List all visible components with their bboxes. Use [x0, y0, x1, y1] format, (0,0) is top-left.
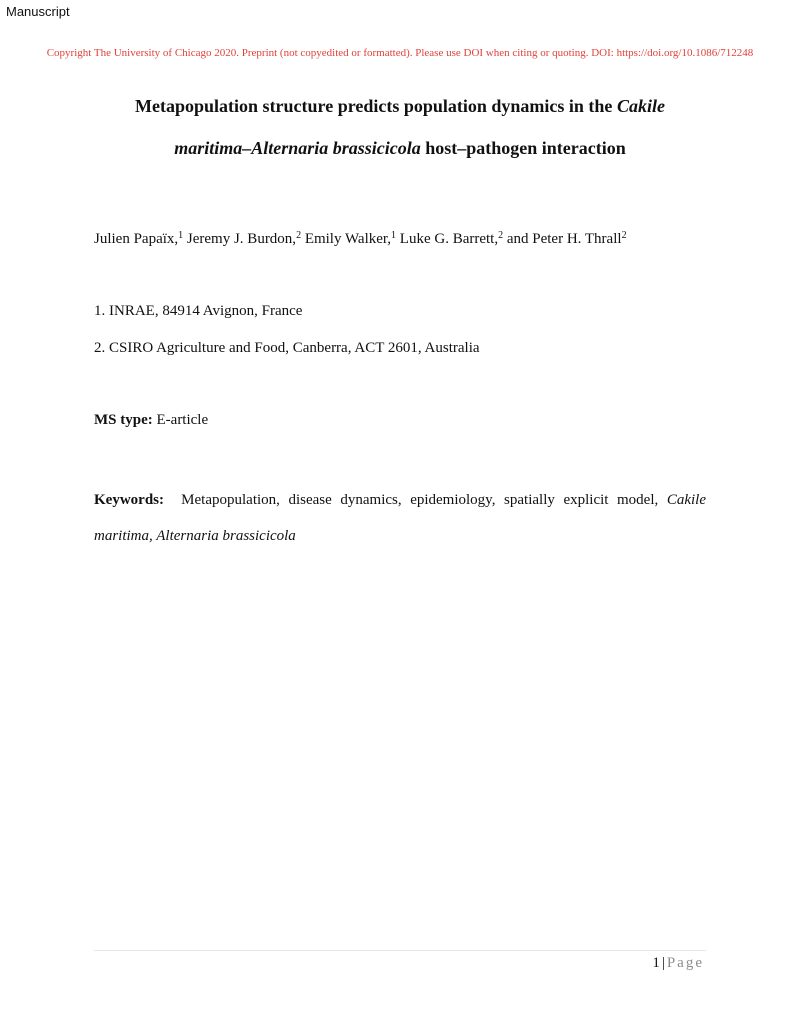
title-text: host–pathogen interaction: [420, 138, 626, 158]
author-affiliation-marker: 2: [498, 230, 504, 241]
footer-divider: [94, 950, 706, 951]
page-word: Page: [666, 955, 704, 971]
title-text: Metapopulation structure predicts population dynamics in the: [135, 96, 617, 116]
author-name: Julien Papaïx,: [94, 231, 179, 247]
author-affiliation-marker: 1: [391, 230, 397, 241]
author-affiliation-marker: 2: [296, 230, 302, 241]
author-name: and Peter H. Thrall: [506, 231, 622, 247]
page-number: 1: [652, 955, 660, 971]
paper-title-line-2: [0, 137, 800, 159]
title-italic-text: Cakile: [616, 96, 665, 116]
copyright-notice: Copyright The University of Chicago 2020. Preprint (not copyedited or formatted). Please use DOI when citing or quoting. DOI: https://doi.org/10.1086/712248: [46, 47, 754, 59]
keywords-label: Keywords:: [94, 492, 164, 508]
keywords: [94, 482, 706, 554]
affiliation-2: 2. CSIRO Agriculture and Food, Canberra, ACT 2601, Australia: [94, 340, 480, 356]
author-affiliation-marker: 2: [621, 230, 627, 241]
keywords-text: Metapopulation, disease dynamics, epidemiology, spatially explicit model,: [181, 492, 667, 508]
author-name: Emily Walker,: [304, 231, 392, 247]
ms-type-label: MS type:: [94, 412, 153, 428]
manuscript-label: Manuscript: [6, 4, 70, 19]
author-affiliation-marker: 1: [178, 230, 184, 241]
author-name: Jeremy J. Burdon,: [186, 231, 297, 247]
page-footer: [652, 953, 704, 973]
keywords-italic-text: Cakile maritima, Alternaria brassicicola: [94, 492, 706, 544]
author-name: Luke G. Barrett,: [399, 231, 499, 247]
page-separator: |: [661, 955, 665, 971]
ms-type: [94, 410, 208, 430]
affiliation-1: 1. INRAE, 84914 Avignon, France: [94, 303, 303, 319]
ms-type-value: E-article: [156, 412, 209, 428]
title-italic-text: maritima–Alternaria brassicicola: [174, 138, 421, 158]
paper-title-line-1: [0, 95, 800, 117]
author-list: [94, 229, 627, 249]
